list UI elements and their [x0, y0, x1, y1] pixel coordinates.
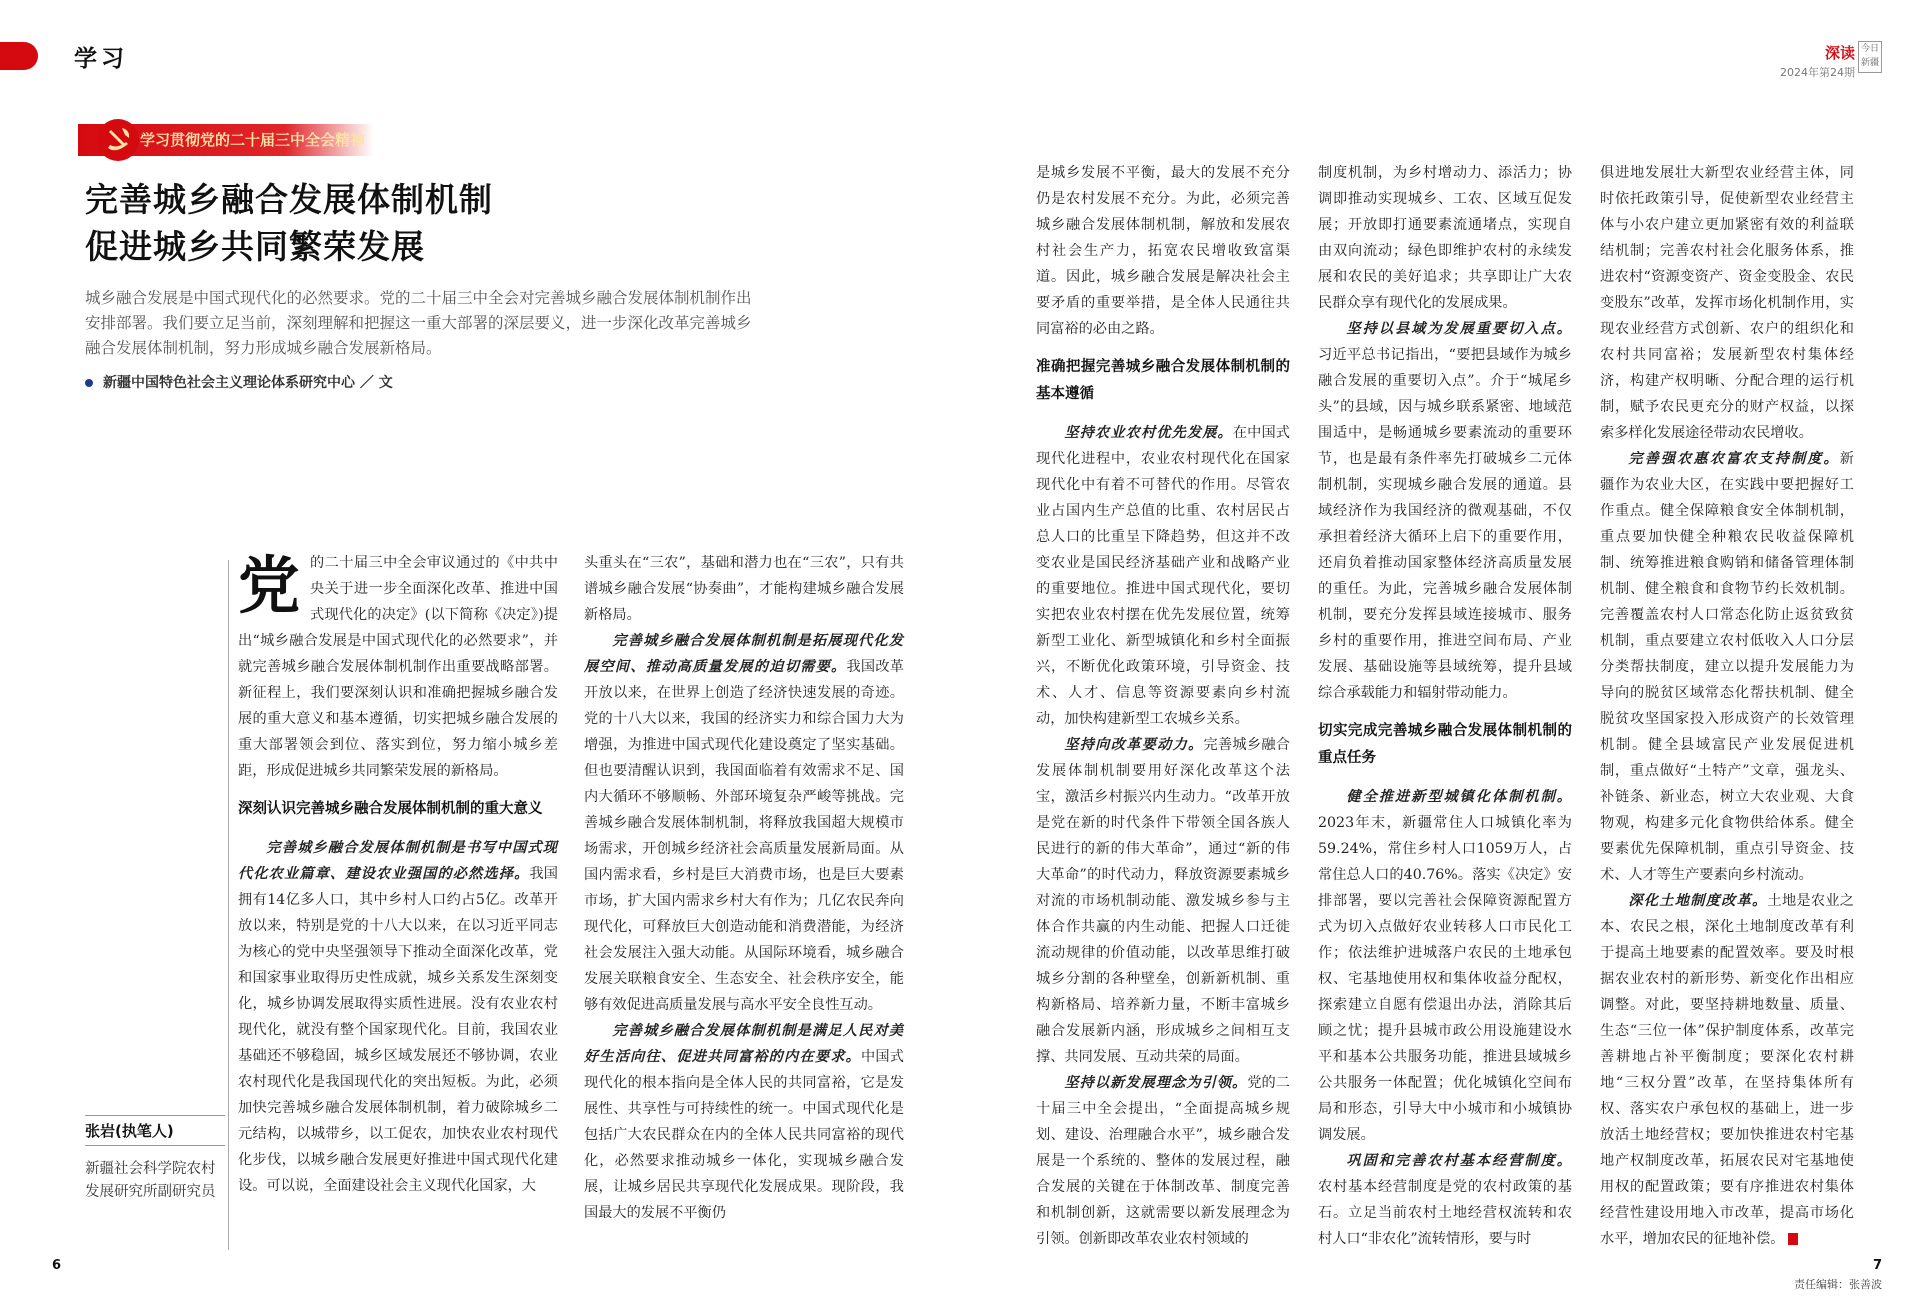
issue-label: 2024年第24期 [1780, 66, 1855, 79]
key-phrase: 完善城乡融合发展体制机制是书写中国式现代化农业篇章、建设农业强国的必然选择。 [238, 840, 558, 882]
paragraph-body: 完善城乡融合发展体制机制要用好深化改革这个法宝，激活乡村振兴内生动力。“改革开放是党在新的时代条件下带领全国各族人民进行的新的伟大革命”，通过“新的伟大革命”的时代动力，释放资源要素城乡对流的市场机制动能、激发城乡参与主体合作共赢的内生动能、把握人口迁徙流动规律的价值动能，以改革思维打破城乡分割的各种壁垒，创新新机制、重构新格局、培养新力量，不断丰富城乡融合发展新内涵，形成城乡之间相互支撑、共同发展、互动共荣的局面。 [1036, 737, 1290, 1065]
section-heading: 切实完成完善城乡融合发展体制机制的重点任务 [1318, 723, 1572, 766]
key-phrase: 坚持以新发展理念为引领。 [1064, 1075, 1248, 1091]
party-emblem-icon [96, 118, 140, 162]
paragraph: 的二十届三中全会审议通过的《中共中央关于进一步全面深化改革、推进中国式现代化的决定》(以下简称《决定》)提出“城乡融合发展是中国式现代化的必然要求”，并就完善城乡融合发展体制机制作出重要战略部署。新征程上，我们要深刻认识和准确把握城乡融合发展的重大意义和基本遵循，切实把城乡融合发展的重大部署领会到位、落实到位，努力缩小城乡差距，形成促进城乡共同繁荣发展的新格局。 [238, 555, 558, 779]
paragraph [584, 1018, 904, 1226]
brand-name: 深读 [1824, 44, 1855, 62]
bullet-icon [85, 379, 93, 387]
key-phrase: 完善城乡融合发展体制机制是满足人民对美好生活向往、促进共同富裕的内在要求。 [584, 1023, 904, 1065]
editor-credit: 责任编辑：张善波 [1794, 1278, 1882, 1291]
paragraph-body: 新疆作为农业大区，在实践中要把握好工作重点。健全保障粮食安全体制机制，重点要加快健全种粮农民收益保障机制、统筹推进粮食购销和储备管理体制机制、健全粮食和食物节约长效机制。完善覆盖农村人口常态化防止返贫致贫机制，重点要建立农村低收入人口分层分类帮扶制度，建立以提升发展能力为导向的脱贫区域常态化帮扶机制、健全脱贫攻坚国家投入形成资产的长效管理机制。健全县域富民产业发展促进机制，重点做好“土特产”文章，强龙头、补链条、新业态，树立大农业观、大食物观，构建多元化食物供给体系。健全要素优先保障机制，重点引导资金、技术、人才等生产要素向乡村流动。 [1600, 451, 1854, 883]
paragraph [1318, 1148, 1572, 1252]
paragraph [1036, 1070, 1290, 1252]
paragraph: 头重头在“三农”，基础和潜力也在“三农”，只有共谱城乡融合发展“协奏曲”，才能构建城乡融合发展新格局。 [584, 555, 904, 623]
key-phrase: 健全推进新型城镇化体制机制。 [1346, 789, 1572, 805]
body-column-2 [584, 550, 904, 1250]
section-label: 学习 [74, 45, 128, 72]
paragraph-body: 党的二十届三中全会提出，“全面提高城乡规划、建设、治理融合水平”，城乡融合发展是一个系统的、整体的发展过程，融合发展的关键在于体制改革、制度完善和机制创新，这就需要以新发展理念为引领。创新即改革农业农村领域的 [1036, 1075, 1290, 1247]
paragraph [1600, 888, 1854, 1252]
brand-box: 今日新疆 [1858, 41, 1882, 73]
headline [85, 176, 493, 270]
paragraph [584, 628, 904, 1018]
paragraph [1036, 420, 1290, 732]
bio-name: 张岩(执笔人) [85, 1122, 174, 1140]
author-text: 新疆中国特色社会主义理论体系研究中心 ／ 文 [103, 375, 393, 391]
key-phrase: 完善城乡融合发展体制机制是拓展现代化发展空间、推动高质量发展的迫切需要。 [584, 633, 904, 675]
bio-text: 新疆社会科学院农村发展研究所副研究员 [85, 1161, 216, 1200]
masthead [1780, 42, 1855, 80]
lede: 城乡融合发展是中国式现代化的必然要求。党的二十届三中全会对完善城乡融合发展体制机制作出安排部署。我们要立足当前，深刻理解和把握这一重大部署的深层要义，进一步深化改革完善城乡融合发展体制机制，努力形成城乡融合发展新格局。 [85, 289, 752, 357]
paragraph [1318, 784, 1572, 1148]
paragraph-body: 我国改革开放以来，在世界上创造了经济快速发展的奇迹。党的十八大以来，我国的经济实力和综合国力大为增强，为推进中国式现代化建设奠定了坚实基础。但也要清醒认识到，我国面临着有效需求不足、国内大循环不够顺畅、外部环境复杂严峻等挑战。完善城乡融合发展体制机制，将释放我国超大规模市场需求，开创城乡经济社会高质量发展新局面。从国内需求看，乡村是巨大消费市场，也是巨大要素市场，扩大国内需求乡村大有作为；几亿农民奔向现代化，可释放巨大创造动能和消费潜能，为经济社会发展注入强大动能。从国际环境看，城乡融合发展关联粮食安全、生态安全、社会秩序安全，能够有效促进高质量发展与高水平安全良性互动。 [584, 659, 904, 1013]
page-number-right: 7 [1872, 1258, 1882, 1273]
paragraph-body: 中国式现代化的根本指向是全体人民的共同富裕，它是发展性、共享性与可持续性的统一。中国式现代化是包括广大农民群众在内的全体人民共同富裕的现代化，必然要求推动城乡一体化，实现城乡融合发展，让城乡居民共享现代化发展成果。现阶段，我国最大的发展不平衡仍 [584, 1049, 904, 1221]
body-column-4 [1318, 160, 1572, 1250]
body-column-5 [1600, 160, 1854, 1250]
end-mark-icon [1788, 1233, 1798, 1245]
paragraph-body: 农村基本经营制度是党的农村政策的基石。立足当前农村土地经营权流转和农村人口“非农化”流转情形，要与时 [1318, 1179, 1572, 1247]
key-phrase: 坚持农业农村优先发展。 [1064, 425, 1233, 441]
topic-banner: 学习贯彻党的二十届三中全会精神 [78, 124, 374, 156]
paragraph-body: 习近平总书记指出，“要把县域作为城乡融合发展的重要切入点”。介于“城尾乡头”的县域，因与城乡联系紧密、地域范围适中，是畅通城乡要素流动的重要环节，也是最有条件率先打破城乡二元体制机制，实现城乡融合发展的通道。县域经济作为我国经济的微观基础，不仅承担着经济大循环上启下的重要作用，还肩负着推动国家整体经济高质量发展的重任。为此，完善城乡融合发展体制机制，要充分发挥县域连接城市、服务乡村的重要作用，推进空间布局、产业发展、基础设施等县域统筹，提升县域综合承载能力和辐射带动能力。 [1318, 347, 1572, 701]
headline-line-2: 促进城乡共同繁荣发展 [85, 227, 425, 266]
bio-divider-top [85, 1115, 225, 1116]
headline-line-1: 完善城乡融合发展体制机制 [85, 180, 493, 219]
paragraph-body: 2023年末，新疆常住人口城镇化率为59.24%，常住乡村人口1059万人，占常住总人口的40.76%。落实《决定》安排部署，要以完善社会保障资源配置方式为切入点做好农业转移人口市民化工作；依法维护进城落户农民的土地承包权、宅基地使用权和集体收益分配权，探索建立自愿有偿退出办法，消除其后顾之忧；提升县城市政公用设施建设水平和基本公共服务功能，推进县域城乡公共服务一体配置；优化城镇化空间布局和形态，引导大中小城市和小城镇协调发展。 [1318, 815, 1572, 1143]
key-phrase: 坚持向改革要动力。 [1064, 737, 1204, 753]
paragraph-body: 土地是农业之本、农民之根，深化土地制度改革有利于提高土地要素的配置效率。要及时根据农业农村的新形势、新变化作出相应调整。对此，要坚持耕地数量、质量、生态“三位一体”保护制度体系，改革完善耕地占补平衡制度；要深化农村耕地“三权分置”改革，在坚持集体所有权、落实农户承包权的基础上，进一步放活土地经营权；要加快推进农村宅基地产权制度改革，拓展农民对宅基地使用权的配置政策；要有序推进农村集体经营性建设用地入市改革，提高市场化水平，增加农民的征地补偿。 [1600, 893, 1854, 1247]
page-number-left: 6 [52, 1258, 62, 1273]
paragraph [238, 835, 558, 1199]
section-tab-marker [0, 42, 38, 70]
paragraph [1318, 316, 1572, 706]
paragraph: 是城乡发展不平衡，最大的发展不充分仍是农村发展不充分。为此，必须完善城乡融合发展体制机制，解放和发展农村社会生产力，拓宽农民增收致富渠道。因此，城乡融合发展是解决社会主要矛盾的重要举措，是全体人民通往共同富裕的必由之路。 [1036, 165, 1290, 337]
key-phrase: 坚持以县域为发展重要切入点。 [1346, 321, 1572, 337]
section-heading: 深刻认识完善城乡融合发展体制机制的重大意义 [238, 801, 543, 817]
drop-cap: 党 [238, 549, 301, 622]
key-phrase: 深化土地制度改革。 [1628, 893, 1768, 909]
body-column-1 [238, 550, 558, 1250]
bio-divider [85, 1145, 225, 1146]
paragraph: 制度机制，为乡村增动力、添活力；协调即推动实现城乡、工农、区域互促发展；开放即打通要素流通堵点，实现自由双向流动；绿色即维护农村的永续发展和农民的美好追求；共享即让广大农民群众享有现代化的发展成果。 [1318, 165, 1572, 311]
key-phrase: 完善强农惠农富农支持制度。 [1628, 451, 1840, 467]
key-phrase: 巩固和完善农村基本经营制度。 [1346, 1153, 1572, 1169]
section-heading: 准确把握完善城乡融合发展体制机制的基本遵循 [1036, 359, 1290, 402]
paragraph-body: 在中国式现代化进程中，农业农村现代化在国家现代化中有着不可替代的作用。尽管农业占国内生产总值的比重、农村居民占总人口的比重呈下降趋势，但这并不改变农业是国民经济基础产业和战略产业的重要地位。推进中国式现代化，要切实把农业农村摆在优先发展位置，统筹新型工业化、新型城镇化和乡村全面振兴，不断优化政策环境，引导资金、技术、人才、信息等资源要素向乡村流动，加快构建新型工农城乡关系。 [1036, 425, 1290, 727]
paragraph [1036, 732, 1290, 1070]
paragraph: 俱进地发展壮大新型农业经营主体，同时依托政策引导，促使新型农业经营主体与小农户建立更加紧密有效的利益联结机制；完善农村社会化服务体系，推进农村“资源变资产、资金变股金、农民变股东”改革，发挥市场化机制作用，实现农业经营方式创新、农户的组织化和农村共同富裕；发展新型农村集体经济，构建产权明晰、分配合理的运行机制，赋予农民更充分的财产权益，以探索多样化发展途径带动农民增收。 [1600, 165, 1854, 441]
column-divider [228, 560, 229, 1250]
body-column-3 [1036, 160, 1290, 1250]
paragraph [1600, 446, 1854, 888]
paragraph-body: 我国拥有14亿多人口，其中乡村人口约占5亿。改革开放以来，特别是党的十八大以来，在以习近平同志为核心的党中央坚强领导下推动全面深化改革，党和国家事业取得历史性成就，城乡关系发生深刻变化，城乡协调发展取得实质性进展。没有农业农村现代化，就没有整个国家现代化。目前，我国农业基础还不够稳固，城乡区域发展还不够协调，农业农村现代化是我国现代化的突出短板。为此，必须加快完善城乡融合发展体制机制，着力破除城乡二元结构，以城带乡，以工促农，加快农业农村现代化步伐，以城乡融合发展更好推进中国式现代化建设。可以说，全面建设社会主义现代化国家，大 [238, 866, 558, 1194]
author-line [85, 372, 393, 392]
